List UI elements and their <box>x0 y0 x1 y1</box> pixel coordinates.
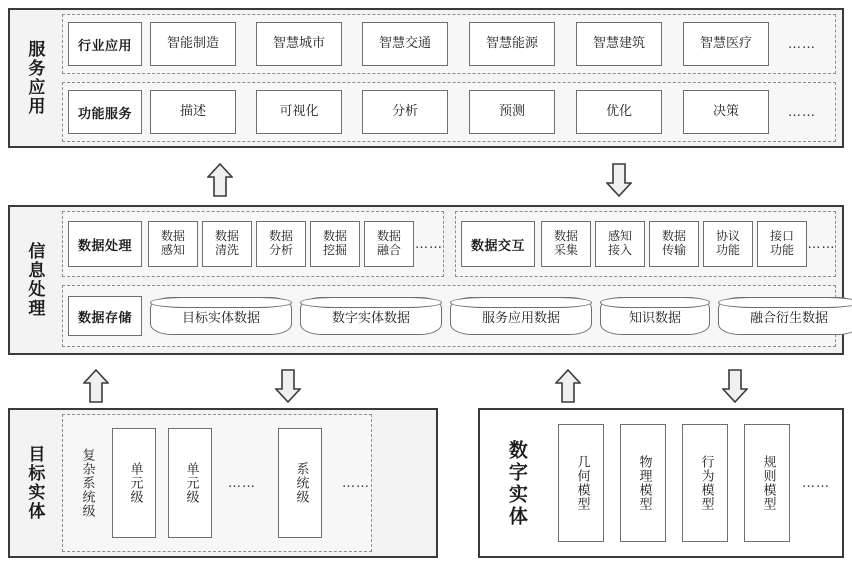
data-interaction-item-interface-label: 接口功能 <box>769 229 794 257</box>
data-processing-item-fusion[interactable] <box>364 221 414 267</box>
data-storage-item-fusion-derived-data-label: 融合衍生数据 <box>749 310 828 326</box>
data-processing-item-cleaning[interactable] <box>202 221 252 267</box>
data-processing-ellipsis: …… <box>415 236 443 252</box>
data-storage-item-service-application-data-label: 服务应用数据 <box>481 310 560 326</box>
data-interaction-item-access[interactable] <box>595 221 645 267</box>
row-label-data-storage: 数据存储 <box>68 296 142 336</box>
service-item-smart-manufacturing[interactable]: 智能制造 <box>150 22 236 66</box>
service-item-smart-city[interactable]: 智慧城市 <box>256 22 342 66</box>
layer-service-application-label: 服务应用 <box>24 40 45 116</box>
function-item-visualization[interactable]: 可视化 <box>256 90 342 134</box>
data-storage-item-target-entity-data-label: 目标实体数据 <box>181 310 260 326</box>
data-processing-item-sensing-label: 数据感知 <box>160 229 185 257</box>
service-item-smart-healthcare[interactable]: 智慧医疗 <box>683 22 769 66</box>
layer-digital-entity-label: 数字实体 <box>505 440 528 528</box>
data-interaction-item-transmission-label: 数据传输 <box>661 229 686 257</box>
digital-entity-item-behavior-model[interactable]: 行为模型 <box>682 424 728 542</box>
data-storage-item-target-entity-data[interactable] <box>150 297 292 335</box>
data-processing-item-mining-label: 数据挖掘 <box>322 229 347 257</box>
data-processing-item-mining[interactable] <box>310 221 360 267</box>
function-item-analysis[interactable]: 分析 <box>362 90 448 134</box>
data-processing-item-fusion-label: 数据融合 <box>376 229 401 257</box>
function-item-decision[interactable]: 决策 <box>683 90 769 134</box>
data-interaction-item-collection[interactable] <box>541 221 591 267</box>
data-storage-item-knowledge-data-label: 知识数据 <box>628 310 681 326</box>
arrow-info-to-service-up <box>207 163 233 197</box>
function-item-prediction[interactable]: 预测 <box>469 90 555 134</box>
data-interaction-item-collection-label: 数据采集 <box>553 229 578 257</box>
digital-entity-item-physics-model[interactable]: 物理模型 <box>620 424 666 542</box>
data-storage-item-fusion-derived-data[interactable] <box>718 297 852 335</box>
data-interaction-item-protocol[interactable] <box>703 221 753 267</box>
service-item-smart-transport[interactable]: 智慧交通 <box>362 22 448 66</box>
data-interaction-item-transmission[interactable] <box>649 221 699 267</box>
row-label-functional-service: 功能服务 <box>68 90 142 134</box>
arrow-service-to-info-down <box>606 163 632 197</box>
row-label-data-processing: 数据处理 <box>68 221 142 267</box>
data-storage-item-digital-entity-data[interactable] <box>300 297 442 335</box>
data-processing-item-cleaning-label: 数据清洗 <box>214 229 239 257</box>
data-interaction-item-access-label: 感知接入 <box>607 229 632 257</box>
data-processing-item-analysis[interactable] <box>256 221 306 267</box>
data-storage-item-digital-entity-data-label: 数字实体数据 <box>331 310 410 326</box>
target-entity-ellipsis: …… <box>342 475 370 491</box>
data-interaction-item-protocol-label: 协议功能 <box>715 229 740 257</box>
arrow-info-to-target-down <box>275 369 301 403</box>
data-interaction-ellipsis: …… <box>807 236 836 252</box>
service-item-smart-building[interactable]: 智慧建筑 <box>576 22 662 66</box>
industry-application-ellipsis: …… <box>788 36 816 52</box>
digital-entity-item-geometry-model[interactable]: 几何模型 <box>558 424 604 542</box>
layer-information-processing-label: 信息处理 <box>24 242 45 318</box>
data-processing-item-analysis-label: 数据分析 <box>268 229 293 257</box>
arrow-target-to-info-up <box>83 369 109 403</box>
digital-entity-item-rule-model[interactable]: 规则模型 <box>744 424 790 542</box>
target-entity-item-system-level[interactable]: 系统级 <box>278 428 322 538</box>
complex-system-level-label: 复杂系统级 <box>79 448 95 518</box>
function-item-optimization[interactable]: 优化 <box>576 90 662 134</box>
target-entity-item-unit-level-2[interactable]: 单元级 <box>168 428 212 538</box>
target-entity-item-unit-level-1[interactable]: 单元级 <box>112 428 156 538</box>
service-item-smart-energy[interactable]: 智慧能源 <box>469 22 555 66</box>
function-item-description[interactable]: 描述 <box>150 90 236 134</box>
data-storage-item-knowledge-data[interactable] <box>600 297 710 335</box>
layer-target-entity-label: 目标实体 <box>24 445 45 521</box>
arrow-digital-to-info-up <box>555 369 581 403</box>
row-label-industry-application: 行业应用 <box>68 22 142 66</box>
data-processing-item-sensing[interactable] <box>148 221 198 267</box>
functional-service-ellipsis: …… <box>788 104 816 120</box>
arrow-info-to-digital-down <box>722 369 748 403</box>
row-label-data-interaction: 数据交互 <box>461 221 535 267</box>
data-storage-item-service-application-data[interactable] <box>450 297 592 335</box>
digital-entity-ellipsis: …… <box>802 475 830 491</box>
target-entity-inner-ellipsis: …… <box>228 475 256 491</box>
data-interaction-item-interface[interactable] <box>757 221 807 267</box>
